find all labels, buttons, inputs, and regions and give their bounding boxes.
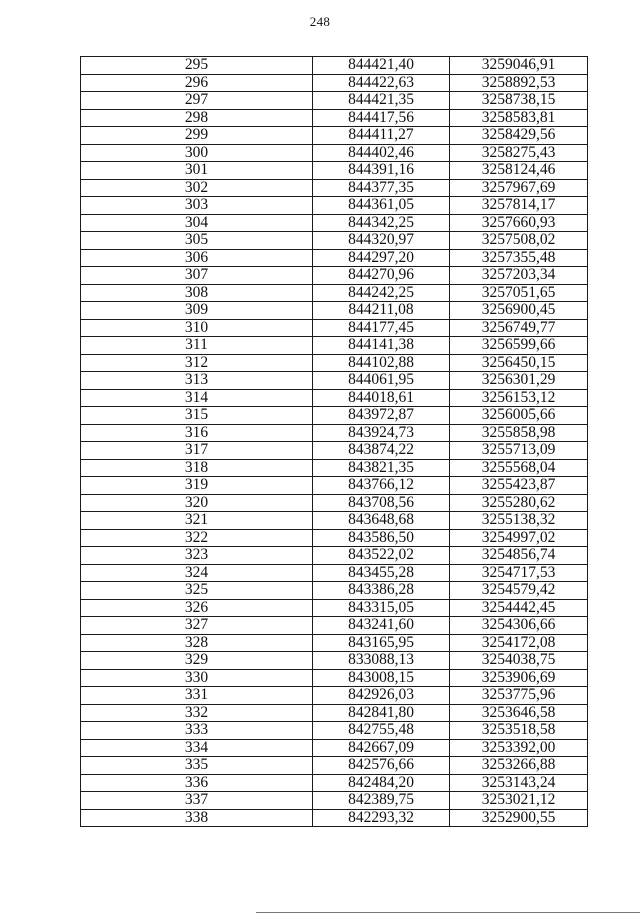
x-coordinate-cell: 842576,66	[313, 757, 450, 775]
y-coordinate-cell: 3254717,53	[450, 564, 588, 582]
x-coordinate-cell: 842755,48	[313, 722, 450, 740]
x-coordinate-cell: 843008,15	[313, 669, 450, 687]
point-number-cell: 297	[81, 92, 313, 110]
point-number-cell: 338	[81, 809, 313, 827]
y-coordinate-cell: 3256301,29	[450, 372, 588, 390]
page-number: 248	[309, 14, 331, 29]
table-row	[81, 214, 588, 232]
table-row	[81, 354, 588, 372]
point-number-cell: 333	[81, 722, 313, 740]
point-number-cell: 325	[81, 582, 313, 600]
x-coordinate-cell: 843241,60	[313, 617, 450, 635]
x-coordinate-cell: 843972,87	[313, 407, 450, 425]
x-coordinate-cell: 842389,75	[313, 792, 450, 810]
y-coordinate-cell: 3254038,75	[450, 652, 588, 670]
table-row	[81, 774, 588, 792]
x-coordinate-cell: 844242,25	[313, 284, 450, 302]
x-coordinate-cell: 844411,27	[313, 127, 450, 145]
y-coordinate-cell: 3254442,45	[450, 599, 588, 617]
y-coordinate-cell: 3253143,24	[450, 774, 588, 792]
point-number-cell: 302	[81, 179, 313, 197]
point-number-cell: 307	[81, 267, 313, 285]
y-coordinate-cell: 3256599,66	[450, 337, 588, 355]
point-number-cell: 314	[81, 389, 313, 407]
table-row	[81, 494, 588, 512]
x-coordinate-cell: 844211,08	[313, 302, 450, 320]
table-row	[81, 74, 588, 92]
x-coordinate-cell: 843648,68	[313, 512, 450, 530]
x-coordinate-cell: 844018,61	[313, 389, 450, 407]
y-coordinate-cell: 3258892,53	[450, 74, 588, 92]
point-number-cell: 304	[81, 214, 313, 232]
x-coordinate-cell: 844061,95	[313, 372, 450, 390]
y-coordinate-cell: 3256749,77	[450, 319, 588, 337]
x-coordinate-cell: 842667,09	[313, 739, 450, 757]
x-coordinate-cell: 842926,03	[313, 687, 450, 705]
table-row	[81, 109, 588, 127]
y-coordinate-cell: 3255138,32	[450, 512, 588, 530]
y-coordinate-cell: 3256005,66	[450, 407, 588, 425]
point-number-cell: 301	[81, 162, 313, 180]
point-number-cell: 312	[81, 354, 313, 372]
y-coordinate-cell: 3253646,58	[450, 704, 588, 722]
y-coordinate-cell: 3253266,88	[450, 757, 588, 775]
coordinates-table-body	[81, 57, 588, 827]
point-number-cell: 313	[81, 372, 313, 390]
footer-rule	[256, 912, 640, 913]
x-coordinate-cell: 843165,95	[313, 634, 450, 652]
table-row	[81, 722, 588, 740]
point-number-cell: 334	[81, 739, 313, 757]
table-row	[81, 57, 588, 75]
point-number-cell: 310	[81, 319, 313, 337]
table-row	[81, 302, 588, 320]
table-row	[81, 809, 588, 827]
point-number-cell: 320	[81, 494, 313, 512]
point-number-cell: 303	[81, 197, 313, 215]
y-coordinate-cell: 3258429,56	[450, 127, 588, 145]
y-coordinate-cell: 3257508,02	[450, 232, 588, 250]
table-row	[81, 337, 588, 355]
table-row	[81, 634, 588, 652]
point-number-cell: 317	[81, 442, 313, 460]
x-coordinate-cell: 844421,40	[313, 57, 450, 75]
y-coordinate-cell: 3256153,12	[450, 389, 588, 407]
y-coordinate-cell: 3255423,87	[450, 477, 588, 495]
y-coordinate-cell: 3253906,69	[450, 669, 588, 687]
point-number-cell: 319	[81, 477, 313, 495]
x-coordinate-cell: 843522,02	[313, 547, 450, 565]
point-number-cell: 306	[81, 249, 313, 267]
point-number-cell: 296	[81, 74, 313, 92]
table-row	[81, 424, 588, 442]
table-row	[81, 687, 588, 705]
table-row	[81, 127, 588, 145]
point-number-cell: 335	[81, 757, 313, 775]
table-row	[81, 599, 588, 617]
table-row	[81, 92, 588, 110]
y-coordinate-cell: 3258124,46	[450, 162, 588, 180]
point-number-cell: 298	[81, 109, 313, 127]
y-coordinate-cell: 3255858,98	[450, 424, 588, 442]
point-number-cell: 305	[81, 232, 313, 250]
y-coordinate-cell: 3254997,02	[450, 529, 588, 547]
table-row	[81, 512, 588, 530]
y-coordinate-cell: 3258275,43	[450, 144, 588, 162]
y-coordinate-cell: 3254579,42	[450, 582, 588, 600]
y-coordinate-cell: 3256900,45	[450, 302, 588, 320]
y-coordinate-cell: 3255568,04	[450, 459, 588, 477]
x-coordinate-cell: 844417,56	[313, 109, 450, 127]
y-coordinate-cell: 3253021,12	[450, 792, 588, 810]
y-coordinate-cell: 3257967,69	[450, 179, 588, 197]
table-row	[81, 582, 588, 600]
point-number-cell: 316	[81, 424, 313, 442]
x-coordinate-cell: 842484,20	[313, 774, 450, 792]
point-number-cell: 326	[81, 599, 313, 617]
table-row	[81, 792, 588, 810]
point-number-cell: 327	[81, 617, 313, 635]
table-row	[81, 652, 588, 670]
table-row	[81, 284, 588, 302]
y-coordinate-cell: 3254306,66	[450, 617, 588, 635]
point-number-cell: 330	[81, 669, 313, 687]
y-coordinate-cell: 3253775,96	[450, 687, 588, 705]
x-coordinate-cell: 833088,13	[313, 652, 450, 670]
coordinates-table	[80, 56, 588, 827]
y-coordinate-cell: 3258738,15	[450, 92, 588, 110]
x-coordinate-cell: 844342,25	[313, 214, 450, 232]
y-coordinate-cell: 3252900,55	[450, 809, 588, 827]
x-coordinate-cell: 843766,12	[313, 477, 450, 495]
x-coordinate-cell: 844177,45	[313, 319, 450, 337]
x-coordinate-cell: 844391,16	[313, 162, 450, 180]
table-row	[81, 197, 588, 215]
y-coordinate-cell: 3255713,09	[450, 442, 588, 460]
x-coordinate-cell: 843821,35	[313, 459, 450, 477]
table-row	[81, 407, 588, 425]
point-number-cell: 315	[81, 407, 313, 425]
point-number-cell: 308	[81, 284, 313, 302]
table-row	[81, 704, 588, 722]
x-coordinate-cell: 844141,38	[313, 337, 450, 355]
table-row	[81, 319, 588, 337]
table-row	[81, 162, 588, 180]
point-number-cell: 311	[81, 337, 313, 355]
point-number-cell: 318	[81, 459, 313, 477]
y-coordinate-cell: 3258583,81	[450, 109, 588, 127]
y-coordinate-cell: 3253518,58	[450, 722, 588, 740]
x-coordinate-cell: 843315,05	[313, 599, 450, 617]
point-number-cell: 337	[81, 792, 313, 810]
point-number-cell: 328	[81, 634, 313, 652]
x-coordinate-cell: 844320,97	[313, 232, 450, 250]
x-coordinate-cell: 844297,20	[313, 249, 450, 267]
y-coordinate-cell: 3255280,62	[450, 494, 588, 512]
point-number-cell: 329	[81, 652, 313, 670]
table-row	[81, 389, 588, 407]
x-coordinate-cell: 843874,22	[313, 442, 450, 460]
point-number-cell: 299	[81, 127, 313, 145]
x-coordinate-cell: 843586,50	[313, 529, 450, 547]
x-coordinate-cell: 844102,88	[313, 354, 450, 372]
x-coordinate-cell: 844270,96	[313, 267, 450, 285]
table-row	[81, 249, 588, 267]
point-number-cell: 332	[81, 704, 313, 722]
table-row	[81, 372, 588, 390]
y-coordinate-cell: 3254856,74	[450, 547, 588, 565]
table-row	[81, 232, 588, 250]
y-coordinate-cell: 3257814,17	[450, 197, 588, 215]
y-coordinate-cell: 3256450,15	[450, 354, 588, 372]
table-row	[81, 617, 588, 635]
x-coordinate-cell: 844402,46	[313, 144, 450, 162]
x-coordinate-cell: 844422,63	[313, 74, 450, 92]
x-coordinate-cell: 844377,35	[313, 179, 450, 197]
x-coordinate-cell: 842841,80	[313, 704, 450, 722]
point-number-cell: 331	[81, 687, 313, 705]
point-number-cell: 322	[81, 529, 313, 547]
x-coordinate-cell: 842293,32	[313, 809, 450, 827]
y-coordinate-cell: 3257355,48	[450, 249, 588, 267]
point-number-cell: 309	[81, 302, 313, 320]
y-coordinate-cell: 3257051,65	[450, 284, 588, 302]
y-coordinate-cell: 3254172,08	[450, 634, 588, 652]
point-number-cell: 295	[81, 57, 313, 75]
y-coordinate-cell: 3257203,34	[450, 267, 588, 285]
point-number-cell: 300	[81, 144, 313, 162]
table-row	[81, 564, 588, 582]
table-row	[81, 547, 588, 565]
table-row	[81, 267, 588, 285]
x-coordinate-cell: 843924,73	[313, 424, 450, 442]
x-coordinate-cell: 843386,28	[313, 582, 450, 600]
table-row	[81, 529, 588, 547]
table-row	[81, 669, 588, 687]
table-row	[81, 477, 588, 495]
point-number-cell: 321	[81, 512, 313, 530]
x-coordinate-cell: 844421,35	[313, 92, 450, 110]
x-coordinate-cell: 843455,28	[313, 564, 450, 582]
point-number-cell: 324	[81, 564, 313, 582]
x-coordinate-cell: 843708,56	[313, 494, 450, 512]
y-coordinate-cell: 3253392,00	[450, 739, 588, 757]
table-row	[81, 144, 588, 162]
point-number-cell: 323	[81, 547, 313, 565]
y-coordinate-cell: 3259046,91	[450, 57, 588, 75]
y-coordinate-cell: 3257660,93	[450, 214, 588, 232]
x-coordinate-cell: 844361,05	[313, 197, 450, 215]
table-row	[81, 739, 588, 757]
table-row	[81, 179, 588, 197]
point-number-cell: 336	[81, 774, 313, 792]
table-row	[81, 442, 588, 460]
table-row	[81, 459, 588, 477]
table-row	[81, 757, 588, 775]
